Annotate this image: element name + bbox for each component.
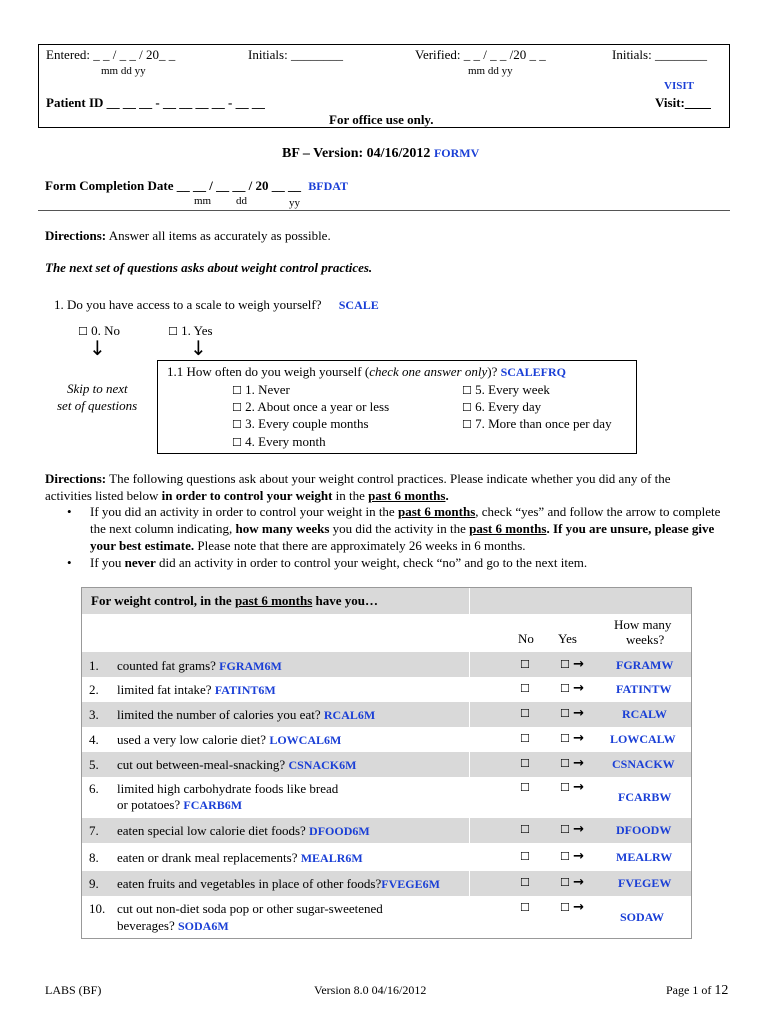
no-checkbox[interactable]: ☐ xyxy=(520,707,530,720)
down-arrow-icon: ↓ xyxy=(89,336,106,360)
entered-date-field[interactable]: Entered: _ _ / _ _ / 20_ _ xyxy=(46,47,176,62)
weeks-code[interactable]: FCARBW xyxy=(618,790,672,804)
table-row: 5. cut out between-meal-snacking? CSNACK6M ☐ ☐ → CSNACKW xyxy=(82,752,691,777)
table-row: 3. limited the number of calories you eat? RCAL6M ☐ ☐ → RCALW xyxy=(82,702,691,727)
right-arrow-icon: → xyxy=(573,780,585,795)
directions-bullet-no: • If you never did an activity in order to control your weight, check “no” and go to the next item. xyxy=(45,554,725,571)
yes-checkbox[interactable]: ☐ → xyxy=(560,900,585,915)
section-intro: The next set of questions asks about weight control practices. xyxy=(45,260,373,275)
checkbox-icon[interactable]: ☐ xyxy=(232,418,242,431)
right-arrow-icon: → xyxy=(573,681,585,696)
right-arrow-icon: → xyxy=(573,822,585,837)
checkbox-icon[interactable]: ☐ xyxy=(78,325,88,338)
right-arrow-icon: → xyxy=(573,731,585,746)
right-arrow-icon: → xyxy=(573,849,585,864)
table-row: 2. limited fat intake? FATINT6M ☐ ☐ → FATINTW xyxy=(89,681,672,697)
question-1-1-code: SCALEFRQ xyxy=(500,365,566,379)
no-checkbox[interactable]: ☐ xyxy=(520,682,530,695)
checkbox-icon[interactable]: ☐ xyxy=(462,384,472,397)
question-1-code: SCALE xyxy=(338,298,379,312)
skip-note-line1: Skip to next xyxy=(67,381,128,396)
table-row: 1. counted fat grams? FGRAM6M ☐ ☐ → FGRAMW xyxy=(82,652,691,677)
weeks-code[interactable]: MEALRW xyxy=(616,850,673,864)
weeks-code[interactable]: RCALW xyxy=(622,707,667,721)
patient-id-field[interactable]: Patient ID __ __ __ - __ __ __ __ - __ __ xyxy=(46,95,265,110)
no-checkbox[interactable]: ☐ xyxy=(520,823,530,836)
q11-option-4[interactable]: ☐ 4. Every month xyxy=(232,434,326,449)
q11-option-6[interactable]: ☐ 6. Every day xyxy=(462,399,542,414)
no-checkbox[interactable]: ☐ xyxy=(520,901,530,914)
table-row: 7. eaten special low calorie diet foods? DFOOD6M ☐ ☐ → DFOODW xyxy=(82,818,691,843)
checkbox-icon[interactable]: ☐ xyxy=(232,436,242,449)
weeks-code[interactable]: LOWCALW xyxy=(610,732,676,746)
initials-field-2[interactable]: Initials: ________ xyxy=(612,47,707,62)
table-row: 10. cut out non-diet soda pop or other sugar-sweetened beverages? SODA6M ☐ ☐ → SODAW xyxy=(89,900,665,933)
col-header-weeks-2: weeks? xyxy=(626,632,665,647)
col-header-yes: Yes xyxy=(558,631,577,646)
right-arrow-icon: → xyxy=(573,657,585,672)
weeks-code[interactable]: DFOODW xyxy=(616,823,672,837)
yes-checkbox[interactable]: ☐ → xyxy=(560,657,585,672)
right-arrow-icon: → xyxy=(573,706,585,721)
yes-checkbox[interactable]: ☐ → xyxy=(560,875,585,890)
question-1: 1. Do you have access to a scale to weigh yourself? SCALE xyxy=(54,297,379,312)
yes-checkbox[interactable]: ☐ → xyxy=(560,731,585,746)
no-checkbox[interactable]: ☐ xyxy=(520,850,530,863)
no-checkbox[interactable]: ☐ xyxy=(520,876,530,889)
form-completion-date xyxy=(45,178,348,194)
form-title: BF – Version: 04/16/2012 FORMV xyxy=(282,146,480,161)
checkbox-icon[interactable]: ☐ xyxy=(462,401,472,414)
table-row: 8. eaten or drank meal replacements? MEALR6M ☐ ☐ → MEALRW xyxy=(89,849,673,865)
weeks-code[interactable]: CSNACKW xyxy=(612,757,675,771)
yes-checkbox[interactable]: ☐ → xyxy=(560,822,585,837)
table-row: 4. used a very low calorie diet? LOWCAL6M ☐ ☐ → LOWCALW xyxy=(89,731,676,747)
no-checkbox[interactable]: ☐ xyxy=(520,781,530,794)
q1-option-no[interactable]: ☐ 0. No xyxy=(78,323,121,338)
q11-option-7[interactable]: ☐ 7. More than once per day xyxy=(462,416,612,431)
yes-checkbox[interactable]: ☐ → xyxy=(560,681,585,696)
yes-checkbox[interactable]: ☐ → xyxy=(560,849,585,864)
right-arrow-icon: → xyxy=(573,900,585,915)
table-header-row xyxy=(82,588,691,614)
form-version-code: FORMV xyxy=(433,146,480,160)
yes-checkbox[interactable]: ☐ → xyxy=(560,756,585,771)
table-header-text: For weight control, in the past 6 months have you… xyxy=(91,593,378,608)
directions-general: Directions: Answer all items as accurately as possible. xyxy=(45,228,331,243)
form-completion-date-field[interactable]: Form Completion Date __ __ / __ __ / 20 __ __ xyxy=(45,178,302,193)
divider xyxy=(38,210,730,211)
yes-checkbox[interactable]: ☐ → xyxy=(560,706,585,721)
col-header-weeks-1: How many xyxy=(614,617,672,632)
weight-control-table xyxy=(81,587,692,939)
no-checkbox[interactable]: ☐ xyxy=(520,658,530,671)
col-header-no: No xyxy=(518,631,534,646)
footer-page: Page 1 of 12 xyxy=(666,983,729,998)
no-checkbox[interactable]: ☐ xyxy=(520,732,530,745)
footer-center: Version 8.0 04/16/2012 xyxy=(314,983,427,997)
table-column-headers xyxy=(82,614,691,652)
form-date-code: BFDAT xyxy=(308,179,349,193)
date-sub-yy: yy xyxy=(289,197,300,209)
q11-option-3[interactable]: ☐ 3. Every couple months xyxy=(232,416,369,431)
directions-weight-control-line2: activities listed below in order to control your weight in the past 6 months. xyxy=(45,488,449,503)
q11-option-2[interactable]: ☐ 2. About once a year or less xyxy=(232,399,390,414)
date-sub-mm: mm xyxy=(194,195,212,207)
directions-weight-control-line1: Directions: The following questions ask about your weight control practices. Please indicate whether you did any of the xyxy=(45,471,671,486)
initials-field-1[interactable]: Initials: ________ xyxy=(248,47,343,62)
weeks-code[interactable]: FGRAMW xyxy=(616,658,674,672)
directions-bullet-yes: • If you did an activity in order to control your weight in the past 6 months, check “yes” and follow the arrow to complete the next column indicating, how many weeks you did the activity in the past 6 months. If you are unsure, please give your best estimate. Please note that there are approximately 26 weeks in 6 months. xyxy=(45,503,725,554)
yes-checkbox[interactable]: ☐ → xyxy=(560,780,585,795)
weeks-code[interactable]: FVEGEW xyxy=(618,876,672,890)
q1-option-yes[interactable]: ☐ 1. Yes xyxy=(168,323,213,338)
checkbox-icon[interactable]: ☐ xyxy=(232,401,242,414)
no-checkbox[interactable]: ☐ xyxy=(520,757,530,770)
weeks-code[interactable]: FATINTW xyxy=(616,682,672,696)
skip-note-line2: set of questions xyxy=(57,398,138,413)
date-sub-dd: dd xyxy=(236,195,247,207)
checkbox-icon[interactable]: ☐ xyxy=(462,418,472,431)
table-row: 9. eaten fruits and vegetables in place of other foods?FVEGE6M ☐ ☐ → FVEGEW xyxy=(82,871,691,896)
weeks-code[interactable]: SODAW xyxy=(620,910,665,924)
directions-bullets xyxy=(45,503,725,571)
q11-option-5[interactable]: ☐ 5. Every week xyxy=(462,382,550,397)
right-arrow-icon: → xyxy=(573,756,585,771)
visit-code: VISIT xyxy=(664,80,694,92)
checkbox-icon[interactable]: ☐ xyxy=(168,325,178,338)
checkbox-icon[interactable]: ☐ xyxy=(232,384,242,397)
q11-option-1[interactable]: ☐ 1. Never xyxy=(232,382,290,397)
entered-date-sublabel: mm dd yy xyxy=(101,65,146,77)
footer-left: LABS (BF) xyxy=(45,983,102,997)
table-row: 6. limited high carbohydrate foods like bread or potatoes? FCARB6M ☐ ☐ → FCARBW xyxy=(89,780,672,812)
verified-date-field[interactable]: Verified: _ _ / _ _ /20 _ _ xyxy=(415,47,546,62)
verified-date-sublabel: mm dd yy xyxy=(468,65,513,77)
visit-field[interactable]: Visit:____ xyxy=(655,95,711,110)
question-1-1: 1.1 How often do you weigh yourself (check one answer only)? SCALEFRQ xyxy=(167,364,566,379)
office-use-note: For office use only. xyxy=(329,112,434,127)
right-arrow-icon: → xyxy=(573,875,585,890)
down-arrow-icon: ↓ xyxy=(190,336,207,360)
